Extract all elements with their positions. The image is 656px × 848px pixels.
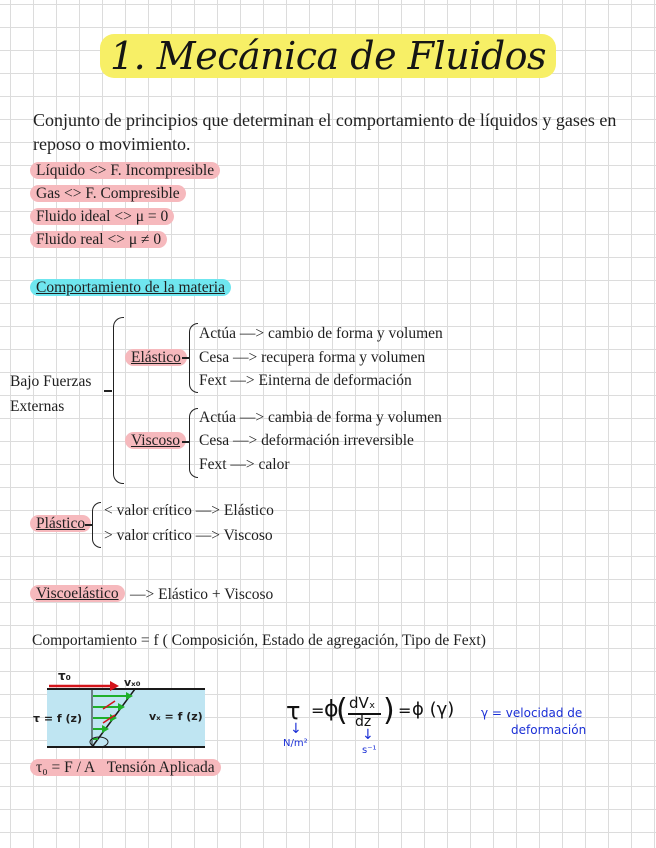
diagram-label-vx-fz: vₓ = f (z)	[149, 710, 203, 723]
intro-paragraph: Conjunto de principios que determinan el comportamiento de líquidos y gases en reposo o movimiento.	[33, 110, 617, 154]
plastico-item-2: > valor crítico —> Viscoso	[104, 527, 273, 544]
root-label-line-2: Externas	[10, 398, 65, 415]
gamma-note-line-2: deformación	[511, 723, 587, 737]
state-item-ideal-fluid: Fluido ideal <> μ = 0	[30, 207, 174, 227]
eq-denominator: dz	[355, 714, 372, 730]
section-heading-behavior: Comportamiento de la materia	[30, 278, 231, 298]
eq-equals-2: =	[398, 701, 412, 720]
state-item-liquid: Líquido <> F. Incompresible	[30, 161, 220, 181]
elastico-brace-tip	[182, 357, 190, 359]
viscoso-brace-tip	[182, 441, 190, 443]
caption-text: Tensión Aplicada	[106, 759, 215, 776]
diagram-label-tau0: τ₀	[58, 669, 71, 683]
eq-rhs: ϕ (γ)	[412, 699, 455, 720]
label-viscoelastico: Viscoelástico	[30, 584, 125, 604]
big-brace-tip	[104, 390, 112, 392]
eq-lhs-tau: τ	[286, 697, 301, 725]
plastico-brace	[92, 502, 101, 548]
label-elastico: Elástico	[125, 348, 187, 368]
elastico-brace	[189, 323, 198, 393]
page-title	[0, 34, 656, 78]
label-viscoso: Viscoso	[125, 431, 186, 451]
unit-rate: s⁻¹	[362, 745, 377, 756]
eq-phi: ϕ	[324, 697, 339, 722]
state-item-gas: Gas <> F. Compresible	[30, 184, 186, 204]
label-plastico: Plástico	[30, 514, 91, 534]
diagram-caption	[30, 758, 221, 778]
elastico-item-3: Fext —> Einterna de deformación	[199, 372, 412, 389]
caption-formula: τ₀ = F / A	[36, 759, 96, 776]
root-label-line-1: Bajo Fuerzas	[10, 373, 92, 390]
plastico-item-1: < valor crítico —> Elástico	[104, 502, 274, 519]
state-item-real-fluid: Fluido real <> μ ≠ 0	[30, 230, 167, 250]
diagram-label-tau-fz: τ = f (z)	[33, 712, 82, 725]
eq-paren-open: (	[336, 693, 348, 728]
viscoso-item-2: Cesa —> deformación irreversible	[199, 432, 414, 449]
eq-equals-1: =	[311, 701, 325, 720]
behavior-formula: Comportamiento = f ( Composición, Estado de agregación, Tipo de Fext)	[32, 632, 486, 649]
elastico-item-2: Cesa —> recupera forma y volumen	[199, 349, 426, 366]
viscoelastico-text: —> Elástico + Viscoso	[130, 586, 274, 603]
eq-numerator: dVₓ	[349, 694, 376, 712]
viscoso-brace	[189, 408, 198, 478]
arrow-down-icon: ↓	[290, 721, 302, 737]
viscoso-item-1: Actúa —> cambia de forma y volumen	[199, 409, 442, 426]
page-title-text: 1. Mecánica de Fluidos	[100, 34, 556, 78]
diagram-label-vx0: vₓ₀	[124, 676, 141, 689]
unit-tau: N/m²	[283, 738, 308, 749]
viscoso-item-3: Fext —> calor	[199, 456, 290, 473]
big-brace	[113, 317, 124, 484]
gamma-note-line-1: γ = velocidad de	[481, 706, 583, 720]
elastico-item-1: Actúa —> cambio de forma y volumen	[199, 325, 443, 342]
plastico-brace-tip	[85, 524, 93, 526]
arrow-down-icon: ↓	[362, 727, 374, 743]
eq-paren-close: )	[383, 693, 395, 728]
